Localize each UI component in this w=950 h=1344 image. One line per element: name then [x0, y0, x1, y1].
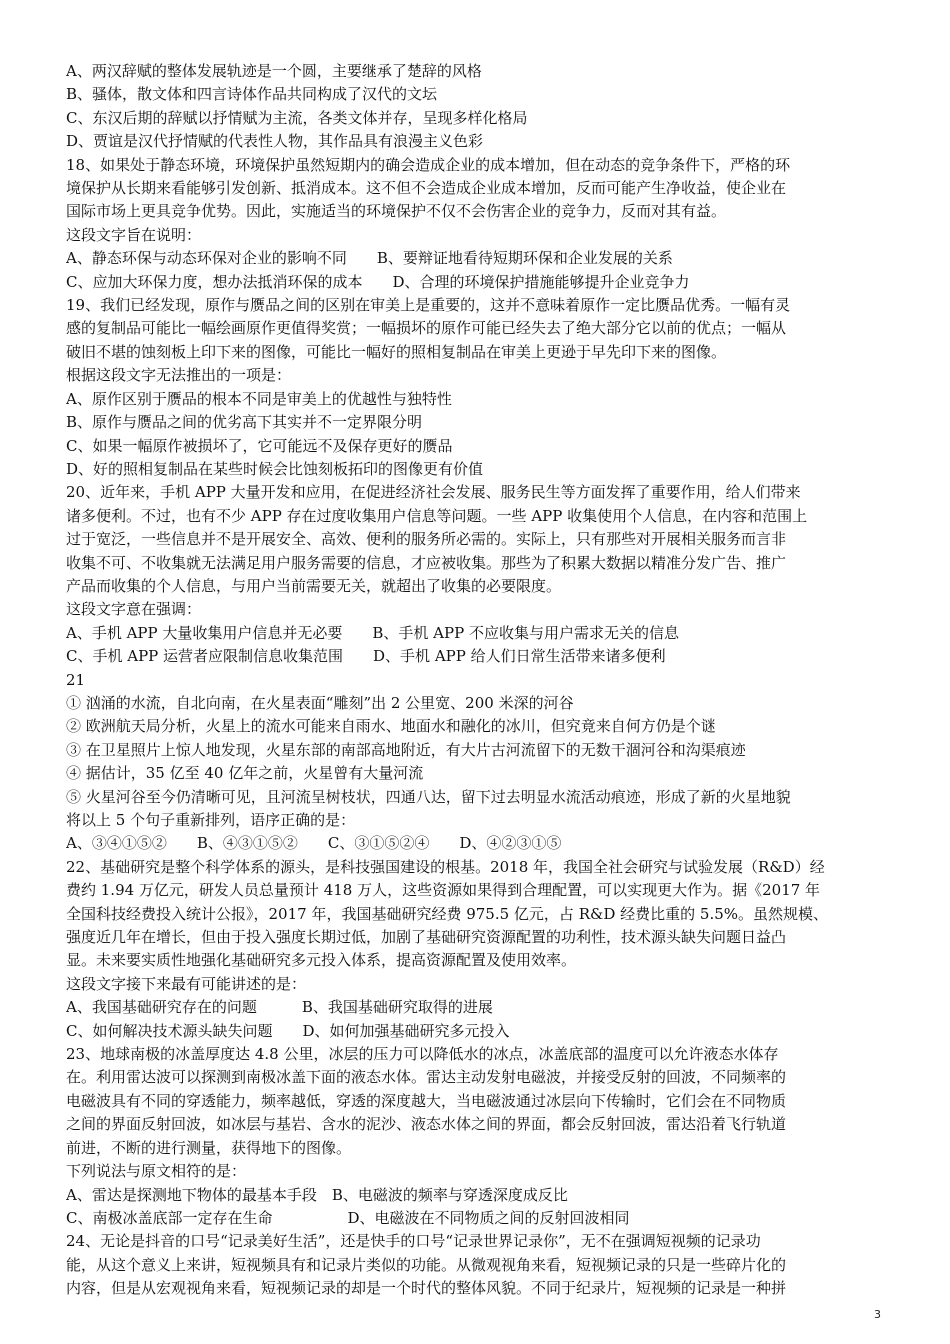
text-line: ② 欧洲航天局分析，火星上的流水可能来自雨水、地面水和融化的冰川，但究竟来自何方仍是个谜	[66, 717, 716, 736]
text-line: ③ 在卫星照片上惊人地发现，火星东部的南部高地附近，有大片古河流留下的无数干涸河谷和沟渠痕迹	[66, 740, 746, 759]
text-line: 境保护从长期来看能够引发创新、抵消成本。这不但不会造成企业成本增加，反而可能产生净收益，使企业在	[66, 179, 787, 198]
text-line: C、手机 APP 运营者应限制信息收集范围 D、手机 APP 给人们日常生活带来诸多便利	[66, 647, 666, 666]
text-line: A、手机 APP 大量收集用户信息并无必要 B、手机 APP 不应收集与用户需求无关的信息	[66, 623, 679, 642]
text-line: 内容，但是从宏观视角来看，短视频记录的却是一个时代的整体风貌。不同于纪录片，短视频的记录是一种拼	[66, 1279, 787, 1298]
text-line: 产品而收集的个人信息，与用户当前需要无关，就超出了收集的必要限度。	[66, 576, 562, 595]
text-line: 诸多便利。不过，也有不少 APP 存在过度收集用户信息等问题。一些 APP 收集使用个人信息，在内容和范围上	[66, 506, 808, 525]
text-line: 18、如果处于静态环境，环境保护虽然短期内的确会造成企业的成本增加，但在动态的竞争条件下，严格的环	[66, 155, 791, 174]
text-line: 前进，不断的进行测量，获得地下的图像。	[66, 1138, 352, 1157]
text-line: A、原作区别于赝品的根本不同是审美上的优越性与独特性	[66, 389, 452, 408]
text-line: B、骚体，散文体和四言诗体作品共同构成了汉代的文坛	[66, 85, 438, 104]
text-line: 这段文字意在强调：	[66, 600, 202, 619]
text-line: A、两汉辞赋的整体发展轨迹是一个圆，主要继承了楚辞的风格	[66, 62, 482, 80]
text-line: 将以上 5 个句子重新排列，语序正确的是：	[66, 811, 356, 829]
text-line: 感的复制品可能比一幅绘画原作更值得奖赏；一幅损坏的原作可能已经失去了绝大部分它以前的优点；一幅从	[66, 319, 787, 338]
text-line: 过于宽泛，一些信息并不是开展安全、高效、便利的服务所必需的。实际上，只有那些对开展相关服务而言非	[66, 530, 787, 549]
text-line: 19、我们已经发现，原作与赝品之间的区别在审美上是重要的，这并不意味着原作一定比赝品优秀。一幅有灵	[66, 296, 791, 315]
text-line: C、南极冰盖底部一定存在生命 D、电磁波在不同物质之间的反射回波相同	[66, 1208, 630, 1227]
text-line: C、东汉后期的辞赋以抒情赋为主流，各类文体并存，呈现多样化格局	[66, 108, 528, 127]
text-line: C、应加大环保力度，想办法抵消环保的成本 D、合理的环境保护措施能够提升企业竞争力	[66, 272, 690, 291]
text-line: 显。未来要实质性地强化基础研究多元投入体系，提高资源配置及使用效率。	[66, 951, 577, 970]
text-line: D、好的照相复制品在某些时候会比蚀刻板拓印的图像更有价值	[66, 459, 484, 478]
page-number: 3	[874, 1308, 881, 1321]
text-line: A、③④①⑤② B、④③①⑤② C、③①⑤②④ D、④②③①⑤	[66, 834, 562, 853]
text-line: 21	[66, 670, 86, 689]
text-line: D、贾谊是汉代抒情赋的代表性人物，其作品具有浪漫主义色彩	[66, 132, 484, 151]
text-line: ④ 据估计，35 亿至 40 亿年之前，火星曾有大量河流	[66, 764, 424, 783]
text-line: 费约 1.94 万亿元，研发人员总量预计 418 万人，这些资源如果得到合理配置，可以实现更大作为。据《2017 年	[66, 881, 821, 900]
text-line: 这段文字接下来最有可能讲述的是：	[66, 974, 307, 993]
text-line: A、静态环保与动态环保对企业的影响不同 B、要辩证地看待短期环保和企业发展的关系	[66, 249, 673, 268]
text-line: ⑤ 火星河谷至今仍清晰可见，且河流呈树枝状，四通八达，留下过去明显水流活动痕迹，形成了新的火星地貌	[66, 787, 791, 806]
text-line: 能，从这个意义上来讲，短视频具有和记录片类似的功能。从微观视角来看，短视频记录的只是一些碎片化的	[66, 1255, 787, 1274]
text-line: 23、地球南极的冰盖厚度达 4.8 公里，冰层的压力可以降低水的冰点，冰盖底部的温度可以允许液态水体存	[66, 1045, 779, 1064]
text-line: 收集不可、不收集就无法满足用户服务需要的信息，才应被收集。那些为了积累大数据以精准分发广告、推广	[66, 553, 787, 572]
text-line: 24、无论是抖音的口号“记录美好生活”，还是快手的口号“记录世界记录你”，无不在强调短视频的记录功	[66, 1232, 761, 1251]
text-line: 20、近年来，手机 APP 大量开发和应用，在促进经济社会发展、服务民生等方面发挥了重要作用，给人们带来	[66, 483, 801, 502]
text-line: 强度近几年在增长，但由于投入强度长期过低，加剧了基础研究资源配置的功利性，技术源头缺失问题日益凸	[66, 928, 787, 947]
text-line: 全国科技经费投入统计公报》，2017 年，我国基础研究经费 975.5 亿元，占 R&D 经费比重的 5.5%。虽然规模、	[66, 904, 829, 923]
text-line: A、我国基础研究存在的问题 B、我国基础研究取得的进展	[66, 998, 493, 1017]
text-line: ① 汹涌的水流，自北向南，在火星表面“雕刻”出 2 公里宽、200 米深的河谷	[66, 693, 574, 712]
text-line: A、雷达是探测地下物体的最基本手段 B、电磁波的频率与穿透深度成反比	[66, 1185, 568, 1204]
text-line: 国际市场上更具竞争优势。因此，实施适当的环境保护不仅不会伤害企业的竞争力，反而对其有益。	[66, 202, 727, 221]
text-line: 之间的界面反射回波，如冰层与基岩、含水的泥沙、液态水体之间的界面，都会反射回波，雷达沿着飞行轨道	[66, 1115, 787, 1134]
text-line: C、如何解决技术源头缺失问题 D、如何加强基础研究多元投入	[66, 1021, 510, 1040]
text-line: B、原作与赝品之间的优劣高下其实并不一定界限分明	[66, 413, 423, 432]
text-line: 22、基础研究是整个科学体系的源头，是科技强国建设的根基。2018 年，我国全社会研究与试验发展（R&D）经	[66, 857, 825, 876]
text-line: 下列说法与原文相符的是：	[66, 1162, 247, 1181]
text-line: C、如果一幅原作被损坏了，它可能远不及保存更好的赝品	[66, 436, 453, 455]
text-line: 破旧不堪的蚀刻板上印下来的图像，可能比一幅好的照相复制品在审美上更逊于早先印下来的图像。	[66, 342, 727, 361]
text-line: 在。利用雷达波可以探测到南极冰盖下面的液态水体。雷达主动发射电磁波，并接受反射的回波，不同频率的	[66, 1068, 787, 1087]
text-line: 根据这段文字无法推出的一项是：	[66, 366, 292, 385]
text-line: 这段文字旨在说明：	[66, 225, 202, 244]
text-line: 电磁波具有不同的穿透能力，频率越低，穿透的深度越大，当电磁波通过冰层向下传输时，它们会在不同物质	[66, 1091, 787, 1110]
document-page	[66, 60, 886, 1301]
